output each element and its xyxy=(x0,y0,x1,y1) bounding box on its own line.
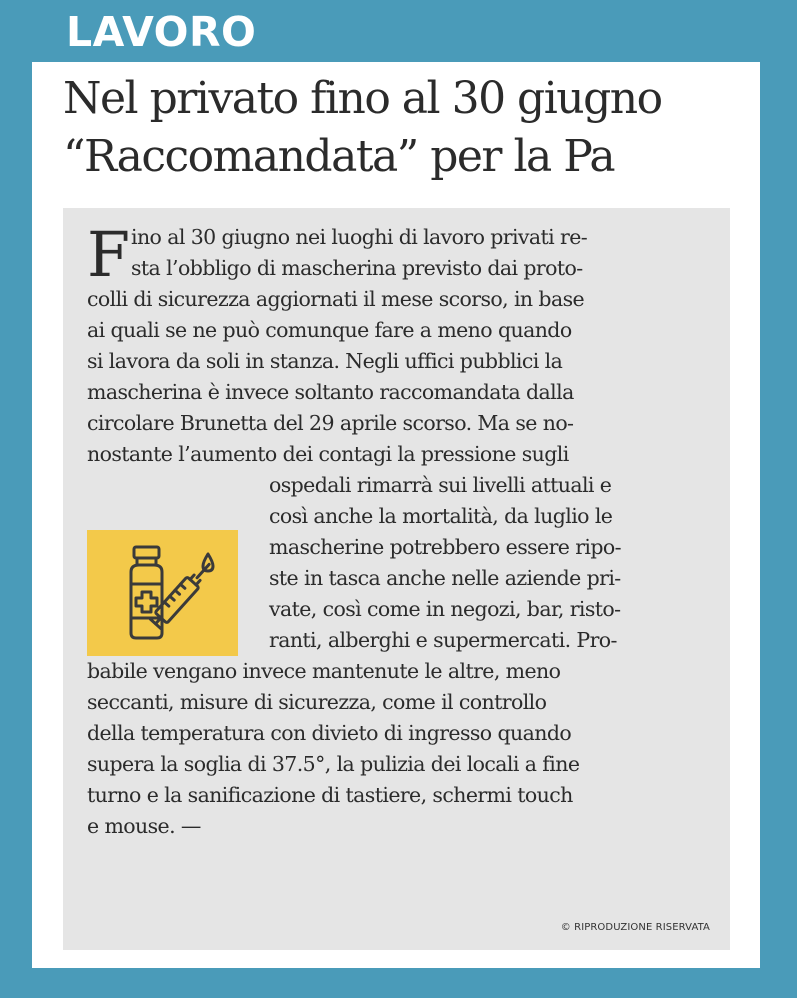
body-line: babile vengano invece mantenute le altre, meno xyxy=(87,659,561,683)
body-line: ste in tasca anche nelle aziende pri- xyxy=(269,566,621,590)
body-line: circolare Brunetta del 29 aprile scorso. Ma se no- xyxy=(87,411,574,435)
vaccine-illustration xyxy=(87,530,238,656)
vaccine-vial-syringe-icon xyxy=(87,530,238,656)
body-line: così anche la mortalità, da luglio le xyxy=(269,504,613,528)
body-line: e mouse. — xyxy=(87,814,201,838)
article-box xyxy=(63,208,730,950)
copyright-credit: © RIPRODUZIONE RISERVATA xyxy=(560,922,710,933)
body-line: mascherina è invece soltanto raccomandata dalla xyxy=(87,380,574,404)
body-line: mascherine potrebbero essere ripo- xyxy=(269,535,621,559)
body-line: colli di sicurezza aggiornati il mese scorso, in base xyxy=(87,287,585,311)
body-line: seccanti, misure di sicurezza, come il controllo xyxy=(87,690,547,714)
body-line: ospedali rimarrà sui livelli attuali e xyxy=(269,473,612,497)
drop-cap: F xyxy=(87,218,130,291)
headline xyxy=(63,70,753,186)
body-line: nostante l’aumento dei contagi la pressione sugli xyxy=(87,442,569,466)
body-line: ino al 30 giugno nei luoghi di lavoro privati re- xyxy=(131,225,588,249)
body-line: supera la soglia di 37.5°, la pulizia dei locali a fine xyxy=(87,752,580,776)
body-line: sta l’obbligo di mascherina previsto dai proto- xyxy=(131,256,583,280)
body-line: vate, così come in negozi, bar, risto- xyxy=(269,597,621,621)
body-line: si lavora da soli in stanza. Negli uffici pubblici la xyxy=(87,349,563,373)
body-line: della temperatura con divieto di ingresso quando xyxy=(87,721,572,745)
body-line: turno e la sanificazione di tastiere, schermi touch xyxy=(87,783,573,807)
headline-line-2: “Raccomandata” per la Pa xyxy=(63,131,615,182)
article-card xyxy=(32,62,760,968)
headline-line-1: Nel privato fino al 30 giugno xyxy=(63,73,662,124)
body-line: ai quali se ne può comunque fare a meno quando xyxy=(87,318,572,342)
section-label: LAVORO xyxy=(66,8,257,56)
body-line: ranti, alberghi e supermercati. Pro- xyxy=(269,628,617,652)
